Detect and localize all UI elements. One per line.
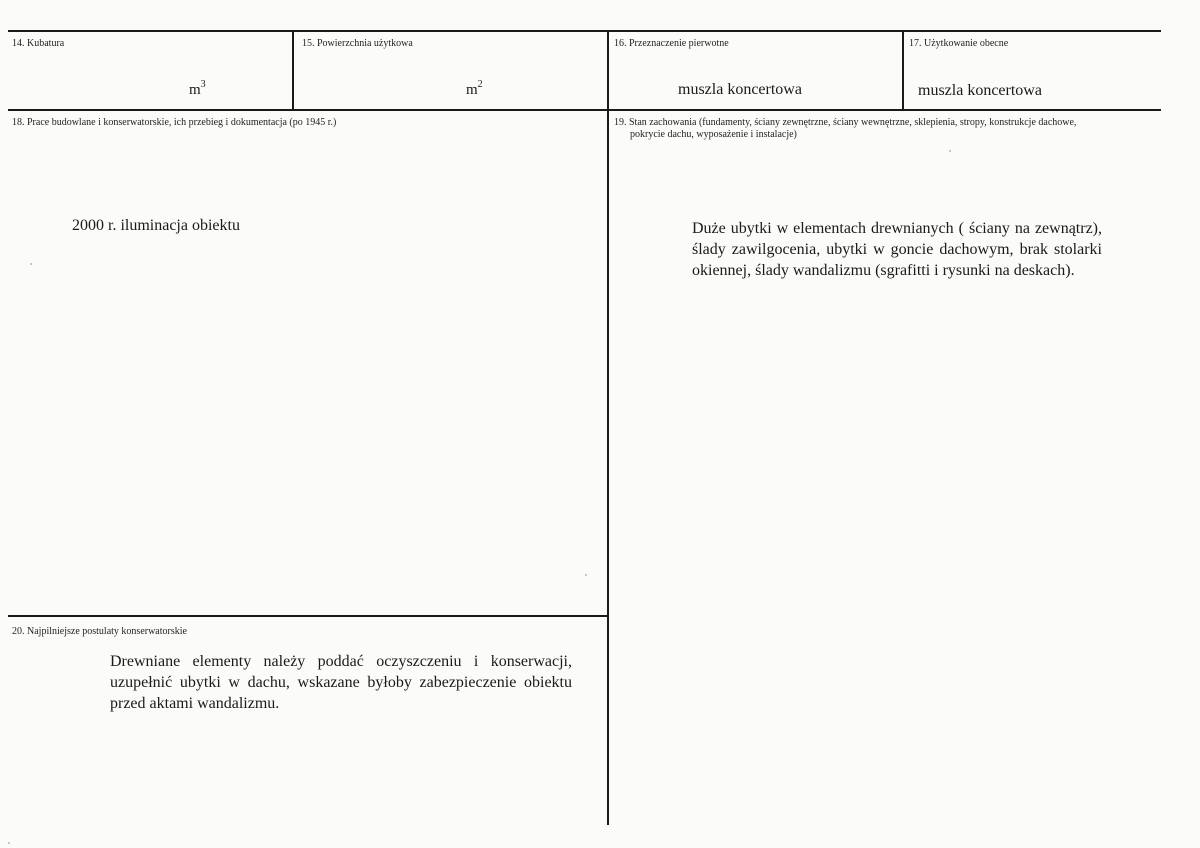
scan-speck	[30, 263, 32, 265]
col-divider-16-17	[902, 30, 904, 111]
field-20-value: Drewniane elementy należy poddać oczyszczeniu i konserwacji, uzupełnić ubytki w dachu, wskazane byłoby zabezpieczenie obiektu przed aktami wandalizmu.	[110, 653, 572, 712]
field-17-value: muszla koncertowa	[918, 82, 1042, 99]
field-16-label: 16. Przeznaczenie pierwotne	[614, 38, 729, 49]
row-divider-1	[8, 109, 1161, 111]
row-divider-2	[8, 615, 608, 617]
form-top-border	[8, 30, 1161, 32]
field-15-unit-exponent: 2	[477, 79, 483, 90]
field-19-label-line2: pokrycie dachu, wyposażenie i instalacje)	[630, 129, 797, 140]
field-14-unit-exponent: 3	[200, 79, 206, 90]
field-15-label: 15. Powierzchnia użytkowa	[302, 38, 413, 49]
field-17-label: 17. Użytkowanie obecne	[909, 38, 1009, 49]
field-15-unit	[466, 79, 483, 99]
field-16-value: muszla koncertowa	[678, 81, 802, 98]
field-19-label-line1: 19. Stan zachowania (fundamenty, ściany zewnętrzne, ściany wewnętrzne, sklepienia, stropy, konstrukcje dachowe,	[614, 117, 1077, 128]
col-divider-14-15	[292, 30, 294, 111]
field-14-unit	[189, 79, 206, 99]
field-20-label: 20. Najpilniejsze postulaty konserwatorskie	[12, 626, 187, 637]
field-18-value: 2000 r. iluminacja obiektu	[72, 217, 240, 234]
field-19-value: Duże ubytki w elementach drewnianych ( ściany na zewnątrz), ślady zawilgocenia, ubytki w goncie dachowym, brak stolarki okiennej, ślady wandalizmu (sgrafitti i rysunki na deskach).	[692, 220, 1102, 279]
scan-speck	[8, 842, 10, 844]
field-18-label: 18. Prace budowlane i konserwatorskie, ich przebieg i dokumentacja (po 1945 r.)	[12, 117, 337, 128]
field-14-unit-base: m	[189, 82, 201, 98]
scan-speck	[949, 150, 951, 152]
field-14-label: 14. Kubatura	[12, 38, 65, 49]
field-15-unit-base: m	[466, 82, 478, 98]
scan-speck	[585, 574, 587, 576]
field-19-label	[614, 117, 1154, 141]
col-divider-main	[607, 30, 609, 825]
